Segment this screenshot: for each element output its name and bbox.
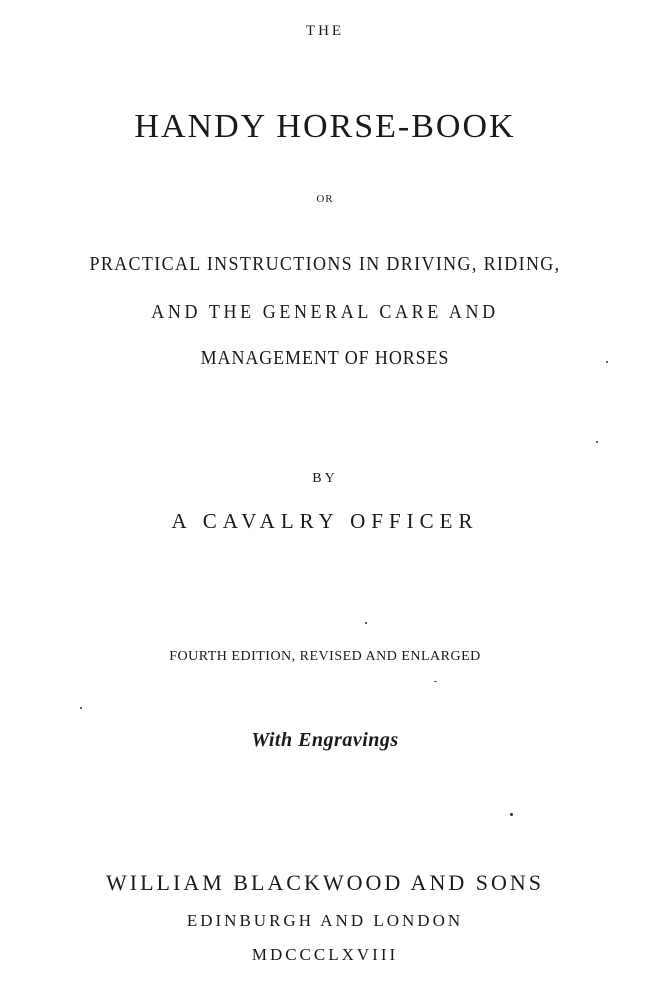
edition-statement: FOURTH EDITION, REVISED AND ENLARGED — [169, 649, 481, 664]
print-speck — [434, 681, 437, 682]
subtitle-line-2: AND THE GENERAL CARE AND — [151, 301, 499, 323]
byline-label: BY — [312, 471, 338, 486]
publisher-name: WILLIAM BLACKWOOD AND SONS — [106, 870, 544, 895]
subtitle-line-3: MANAGEMENT OF HORSES — [200, 347, 450, 369]
author-name: A CAVALRY OFFICER — [171, 509, 479, 533]
publication-year: MDCCCLXVIII — [251, 945, 399, 964]
print-speck — [606, 361, 608, 363]
title-prefix: THE — [305, 23, 345, 39]
print-speck — [596, 441, 598, 443]
engravings-note: With Engravings — [251, 729, 399, 751]
title-conjunction: OR — [316, 193, 334, 205]
subtitle-line-1: PRACTICAL INSTRUCTIONS IN DRIVING, RIDING, — [89, 253, 561, 275]
print-speck — [80, 707, 82, 709]
book-title: HANDY HORSE-BOOK — [134, 108, 516, 145]
print-speck — [510, 813, 513, 816]
print-speck — [365, 622, 367, 624]
publisher-place: EDINBURGH AND LONDON — [186, 911, 464, 930]
